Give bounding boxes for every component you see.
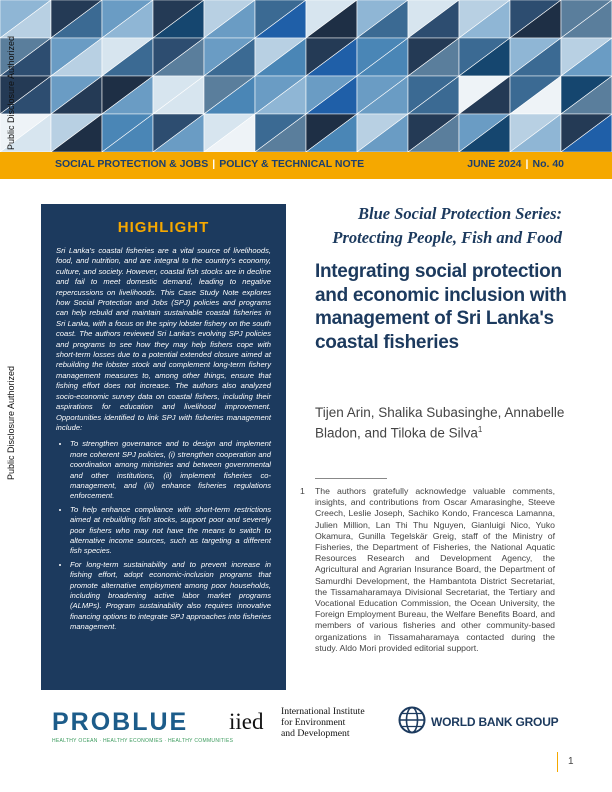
triangle-pattern — [0, 0, 612, 152]
highlight-bullet-2: • To help enhance compliance with short-term restrictions aimed at rebuilding fish stocks, support poor and severely poor fishers who may not have the means to switch to alternative income sources, such as targeting a different fish species. — [70, 505, 271, 557]
footnote — [300, 486, 555, 654]
series-title — [300, 202, 562, 250]
footnote-text: The authors gratefully acknowledge valuable comments, insights, and contributions from Oscar Amarasinghe, Steeve Creech, Leslie Joseph, Sachiko Kondo, Francesca Lamanna, Julien Million, Lan Thi Thu Nguyen, Gianluigi Nico, Yuko Okamura, Gunilla Tegelskär Greig, staff of the Ministry of Fisheries, the Department of Fisheries, the National Aquatic Resources Research and Development Agency, the Agricultural and Agrarian Insurance Board, the Department of Samurdhi Development, the Hambantota District Secretariat, the Tissamaharamaya Divisional Secretariat, the Tertiary and Vocational Education Commission, the Ocean University, the Foreign Employment Bureau, the Welfare Benefits Board, and members of various fisheries and other community-based organizations in Tissamaharamaya contacted during the study. Aldo Mori provided editorial support. — [315, 486, 555, 653]
series-title-line-2: Protecting People, Fish and Food — [332, 228, 562, 247]
highlight-bullet-1: • To strengthen governance and to design and implement more coherent SPJ policies, (i) strengthen cooperation and coordination among ministries and between governmental and other institutions, (ii) implement fisheries co-management, and (iii) enhance fisheries regulations enforcement. — [70, 439, 271, 501]
problue-tagline: HEALTHY OCEAN · HEALTHY ECONOMIES · HEALTHY COMMUNITIES — [52, 738, 234, 744]
header-series: SOCIAL PROTECTION & JOBS — [55, 158, 209, 170]
footnote-divider — [315, 478, 387, 479]
highlight-body: Sri Lanka's coastal fisheries are a vital source of livelihoods, food, and nutrition, and are integral to the country's economy, culture, and society. However, coastal fish stocks are in decline and fail to meet domestic demand, leading to negative repercussions on livelihoods. This Case Study Note explores how Social Protection and Jobs (SPJ) policies and programs can help rebuild and maintain sustainable coastal fisheries in Sri Lanka, with a focus on the spiny lobster fishery on the south coast. The authors reviewed Sri Lanka's evolving SPJ policies and programs to see how they may help fishers cope with short-term losses due to a potential extended closure aimed at rebuilding the lobster stock and complement long-term fishery management measures to, among other things, ensure that fishing effort does not increase. The authors also analyzed socio-economic survey data on coastal fishers, including their aspirations for education and livelihood improvement. Opportunities identified to link SPJ with fisheries management include: — [56, 246, 271, 432]
author-list: Tijen Arin, Shalika Subasinghe, Annabelle Bladon, and Tiloka de Silva — [315, 405, 565, 441]
authors — [315, 404, 577, 442]
highlight-bullet-3: • For long-term sustainability and to prevent increase in fishing effort, adopt economic-inclusion programs that promote alternative employment among poor households, including broadening active labor market programs (ALMPs). Program sustainability also requires innovative financing options to integrate SPJ approaches into fisheries management. — [70, 560, 271, 633]
header-stripe — [0, 152, 612, 179]
footnote-number: 1 — [300, 486, 305, 496]
header-right — [467, 158, 564, 170]
problue-logo — [52, 708, 233, 744]
highlight-title: HIGHLIGHT — [117, 219, 210, 236]
header-date: JUNE 2024 — [467, 158, 522, 170]
problue-wordmark: PROBLUE — [52, 708, 189, 736]
disclosure-label-top: Public Disclosure Authorized — [6, 35, 16, 150]
logo-row — [0, 700, 612, 750]
page-number: 1 — [568, 756, 574, 767]
iied-wordmark: iied — [229, 709, 264, 734]
document-title: Integrating social protection and economic inclusion with management of Sri Lanka's coastal fisheries — [315, 261, 567, 353]
disclosure-label-middle: Public Disclosure Authorized — [6, 365, 16, 480]
page-number-rule — [557, 752, 558, 772]
header-number: No. 40 — [532, 158, 564, 170]
iied-name: International Institute for Environment and Development — [281, 706, 365, 739]
cover-banner — [0, 0, 612, 152]
header-note-type: POLICY & TECHNICAL NOTE — [219, 158, 365, 170]
globe-icon — [398, 706, 426, 734]
highlight-box — [41, 204, 286, 690]
authors-footnote-mark: 1 — [477, 425, 483, 434]
series-title-line-1: Blue Social Protection Series: — [358, 204, 562, 223]
highlight-list — [56, 439, 271, 632]
header-separator-2: | — [525, 158, 529, 170]
header-separator: | — [212, 158, 216, 170]
header-left — [55, 158, 364, 170]
world-bank-wordmark: WORLD BANK GROUP — [431, 715, 559, 729]
